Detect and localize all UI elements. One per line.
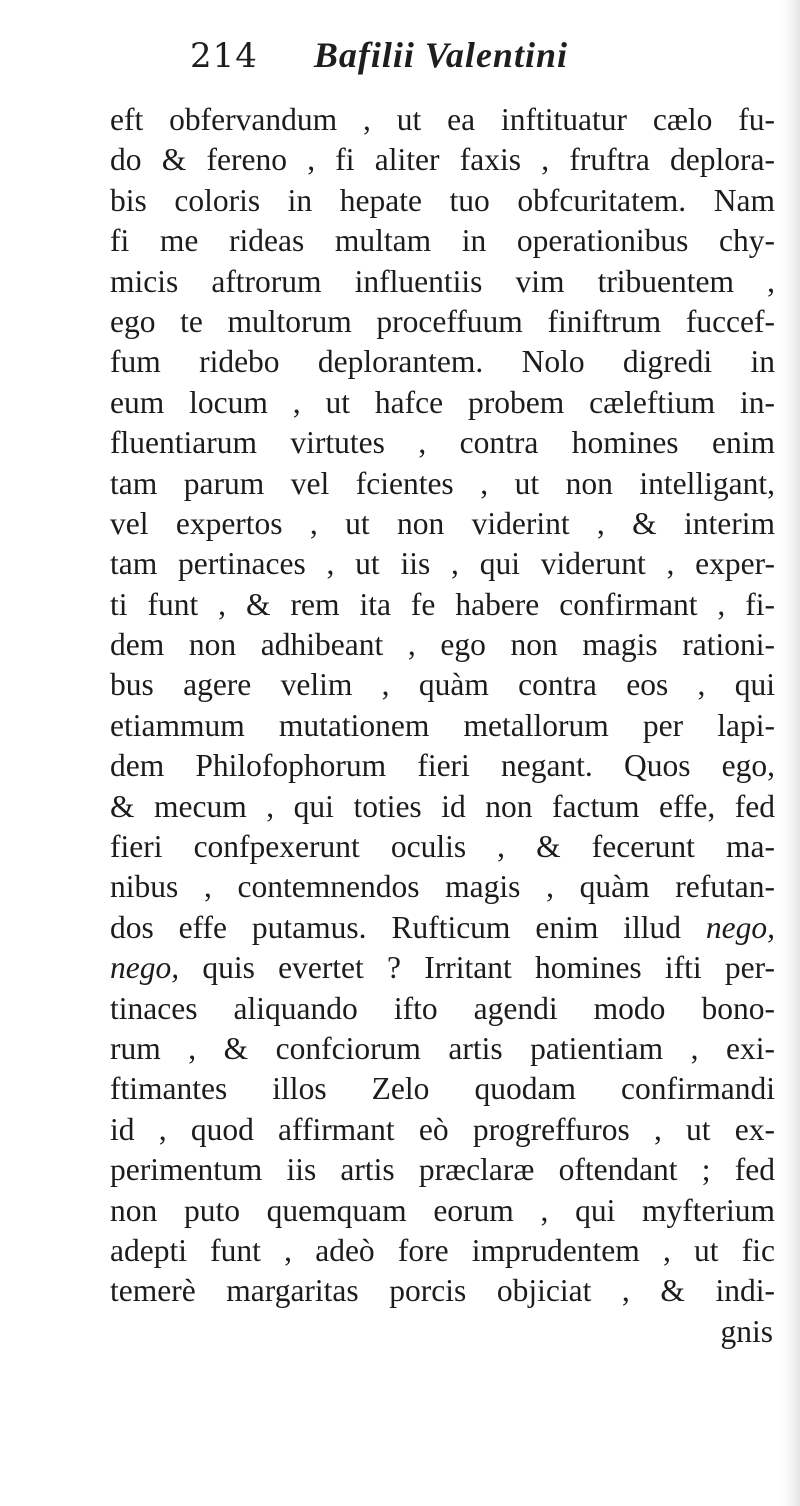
text-line: ti funt , & rem ita fe habere confirmant , fi-	[110, 586, 775, 622]
text-line: fieri confpexerunt oculis , & fecerunt ma-	[110, 829, 775, 865]
text-line: ftimantes illos Zelo quodam confirmandi	[110, 1071, 775, 1107]
text-line: tinaces aliquando ifto agendi modo bono-	[110, 990, 775, 1026]
body-text	[110, 100, 775, 1352]
text-line: non puto quemquam eorum , qui myfterium	[110, 1192, 775, 1228]
text-line: vel expertos , ut non viderint , & interim	[110, 505, 775, 541]
text-line: etiammum mutationem metallorum per lapi-	[110, 707, 775, 743]
text-segment: dos effe putamus. Rufticum enim illud	[110, 909, 681, 945]
text-line: dem non adhibeant , ego non magis rationi-	[110, 627, 775, 663]
text-line: tam parum vel fcientes , ut non intelligant,	[110, 465, 775, 501]
text-line-with-italic-end	[110, 908, 775, 948]
text-line: tam pertinaces , ut iis , qui viderunt , exper-	[110, 546, 775, 582]
text-segment: quis evertet ? Irritant homines ifti per-	[179, 950, 775, 986]
text-line: fluentiarum virtutes , contra homines enim	[110, 425, 775, 461]
page-edge-shadow	[782, 0, 800, 1506]
text-line: temerè margaritas porcis objiciat , & indi-	[110, 1273, 775, 1309]
text-line: micis aftrorum influentiis vim tribuentem ,	[110, 263, 775, 299]
catchword: gnis	[720, 1313, 773, 1349]
text-line: eft obfervandum , ut ea inftituatur cælo fu-	[110, 102, 775, 137]
text-line: do & fereno , fi aliter faxis , fruftra deplora-	[110, 142, 775, 178]
text-line: bis coloris in hepate tuo obfcuritatem. Nam	[110, 182, 775, 218]
text-line: adepti funt , adeò fore imprudentem , ut fic	[110, 1232, 775, 1268]
text-line: rum , & confciorum artis patientiam , exi-	[110, 1030, 775, 1066]
text-line-with-italic-start	[110, 948, 775, 988]
text-line: & mecum , qui toties id non factum effe, fed	[110, 788, 775, 824]
running-head: Bafilii Valentini	[313, 35, 568, 75]
text-line: nibus , contemnendos magis , quàm refutan-	[110, 869, 775, 905]
text-line: eum locum , ut hafce probem cæleftium in-	[110, 384, 775, 420]
text-line: perimentum iis artis præclaræ oftendant ; fed	[110, 1152, 775, 1188]
text-line: dem Philofophorum fieri negant. Quos ego,	[110, 748, 775, 784]
italic-word: nego,	[705, 909, 775, 945]
text-line: fum ridebo deplorantem. Nolo digredi in	[110, 344, 775, 380]
page-header	[190, 34, 568, 84]
text-line: fi me rideas multam in operationibus chy-	[110, 223, 775, 259]
text-line: bus agere velim , quàm contra eos , qui	[110, 667, 775, 703]
italic-word: nego,	[110, 950, 180, 986]
text-line: ego te multorum proceffuum finiftrum fuccef-	[110, 303, 775, 339]
text-line: id , quod affirmant eò progreffuros , ut ex-	[110, 1111, 775, 1147]
page-number: 214	[190, 36, 258, 76]
